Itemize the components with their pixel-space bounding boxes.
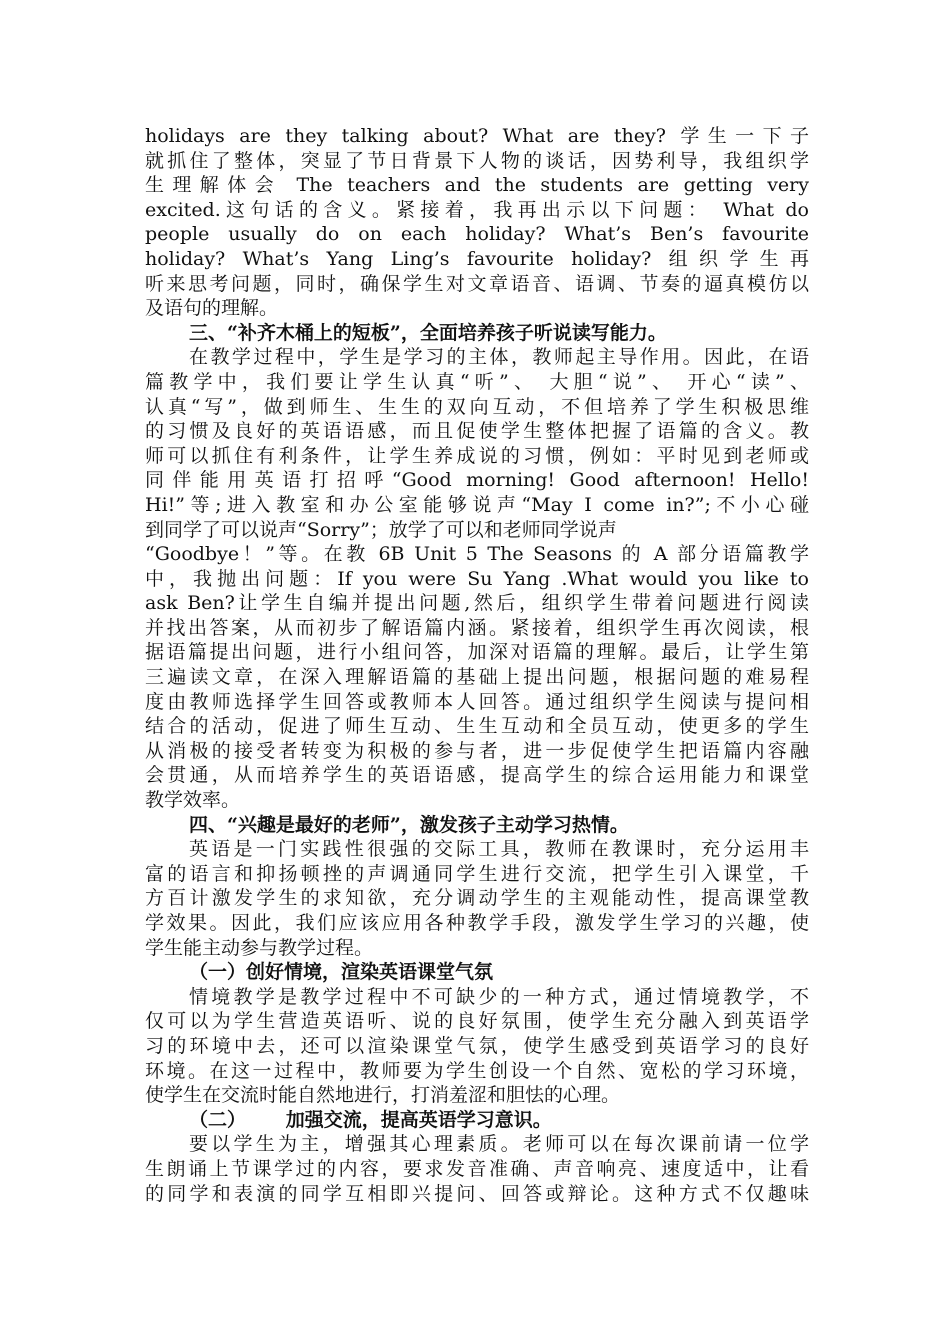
text-line: 仅可以为学生营造英语听、说的良好氛围，使学生充分融入到英语学 xyxy=(145,1010,809,1033)
section-heading: （一）创好情境，渲染英语课堂气氛 xyxy=(189,961,494,984)
text-line: 的同学和表演的同学互相即兴提问、回答或辩论。这种方式不仅趣味 xyxy=(145,1182,809,1205)
text-line: 并找出答案，从而初步了解语篇内涵。紧接着，组织学生再次阅读，根 xyxy=(145,616,809,639)
text-line: 听来思考问题，同时，确保学生对文章语音、语调、节奏的逼真模仿以 xyxy=(145,272,809,295)
text-line: 的习惯及良好的英语语感，而且促使学生整体把握了语篇的含义。教 xyxy=(145,420,809,443)
text-line: 生朗诵上节课学过的内容，要求发音准确、声音响亮、速度适中，让看 xyxy=(145,1157,809,1180)
section-heading: 三、“补齐木桶上的短板”，全面培养孩子听说读写能力。 xyxy=(189,321,667,344)
text-line: 就抓住了整体，突显了节日背景下人物的谈话，因势利导，我组织学 xyxy=(145,149,809,172)
text-line: 教学效率。 xyxy=(145,789,241,812)
text-line: excited.这句话的含义。紧接着，我再出示以下问题： What do xyxy=(145,198,809,221)
text-line: 同伴能用英语打招呼“Good morning! Good afternoon! Hello! xyxy=(145,469,809,492)
text-line: 据语篇提出问题，进行小组问答，加深对语篇的理解。最后，让学生第 xyxy=(145,641,809,664)
text-line: 三遍读文章，在深入理解语篇的基础上提出问题，根据问题的难易程 xyxy=(145,666,809,689)
document-body xyxy=(145,124,809,1206)
section-heading: 四、“兴趣是最好的老师”，激发孩子主动学习热情。 xyxy=(189,813,629,836)
text-line: 要以学生为主，增强其心理素质。老师可以在每次课前请一位学 xyxy=(189,1133,809,1156)
section-heading: （二） 加强交流，提高英语学习意识。 xyxy=(189,1108,552,1131)
text-line: 富的语言和抑扬顿挫的声调通同学生进行交流，把学生引入课堂，千 xyxy=(145,862,809,885)
text-line: 英语是一门实践性很强的交际工具，教师在教课时，充分运用丰 xyxy=(189,838,809,861)
text-line: 篇教学中，我们要让学生认真“听”、 大胆“说”、 开心“读”、 xyxy=(145,370,809,393)
text-line: 及语句的理解。 xyxy=(145,297,279,320)
text-line: 从消极的接受者转变为积极的参与者，进一步促使学生把语篇内容融 xyxy=(145,739,809,762)
text-line: 学效果。因此，我们应该应用各种教学手段，激发学生学习的兴趣，使 xyxy=(145,912,809,934)
text-line: 会贯通，从而培养学生的英语语感，提高学生的综合运用能力和课堂 xyxy=(145,764,809,787)
text-line: 情境教学是教学过程中不可缺少的一种方式，通过情境教学，不 xyxy=(189,985,809,1008)
text-line: 结合的活动，促进了师生互动、生生互动和全员互动，使更多的学生 xyxy=(145,715,809,738)
text-line: 使学生在交流时能自然地进行，打消羞涩和胆怯的心理。 xyxy=(145,1084,621,1107)
text-line: Hi!”等;进入教室和办公室能够说声“May I come in?”;不小心碰 xyxy=(145,493,809,516)
text-line: holiday? What’s Yang Ling’s favourite holiday? 组织学生再 xyxy=(145,247,809,270)
text-line: “Goodbye！”等。在教 6B Unit 5 The Seasons 的 A 部分语篇教学 xyxy=(145,543,809,566)
text-line: 在教学过程中，学生是学习的主体，教师起主导作用。因此，在语 xyxy=(189,346,809,369)
text-line: 中，我抛出问题：If you were Su Yang .What would you like to xyxy=(145,567,809,590)
text-line: 习的环境中去，还可以渲染课堂气氛，使学生感受到英语学习的良好 xyxy=(145,1034,809,1057)
text-line: 认真“写”，做到师生、生生的双向互动，不但培养了学生积极思维 xyxy=(145,395,809,418)
text-line: 学生能主动参与教学过程。 xyxy=(145,936,374,959)
text-line: 师可以抓住有利条件，让学生养成说的习惯，例如：平时见到老师或 xyxy=(145,444,809,467)
text-line: 方百计激发学生的求知欲，充分调动学生的主观能动性，提高课堂教 xyxy=(145,887,809,910)
text-line: 到同学了可以说声“Sorry”；放学了可以和老师同学说声 xyxy=(145,518,617,541)
text-line: 生理解体会 The teachers and the students are getting very xyxy=(145,174,809,197)
text-line: 环境。在这一过程中，教师要为学生创设一个自然、宽松的学习环境， xyxy=(145,1059,809,1082)
text-line: 度由教师选择学生回答或教师本人回答。通过组织学生阅读与提问相 xyxy=(145,690,809,713)
text-line: ask Ben?让学生自编并提出问题,然后，组织学生带着问题进行阅读 xyxy=(145,592,809,615)
text-line: holidays are they talking about? What are they? 学生一下子 xyxy=(145,125,809,147)
text-line: people usually do on each holiday? What’s Ben’s favourite xyxy=(145,223,809,246)
